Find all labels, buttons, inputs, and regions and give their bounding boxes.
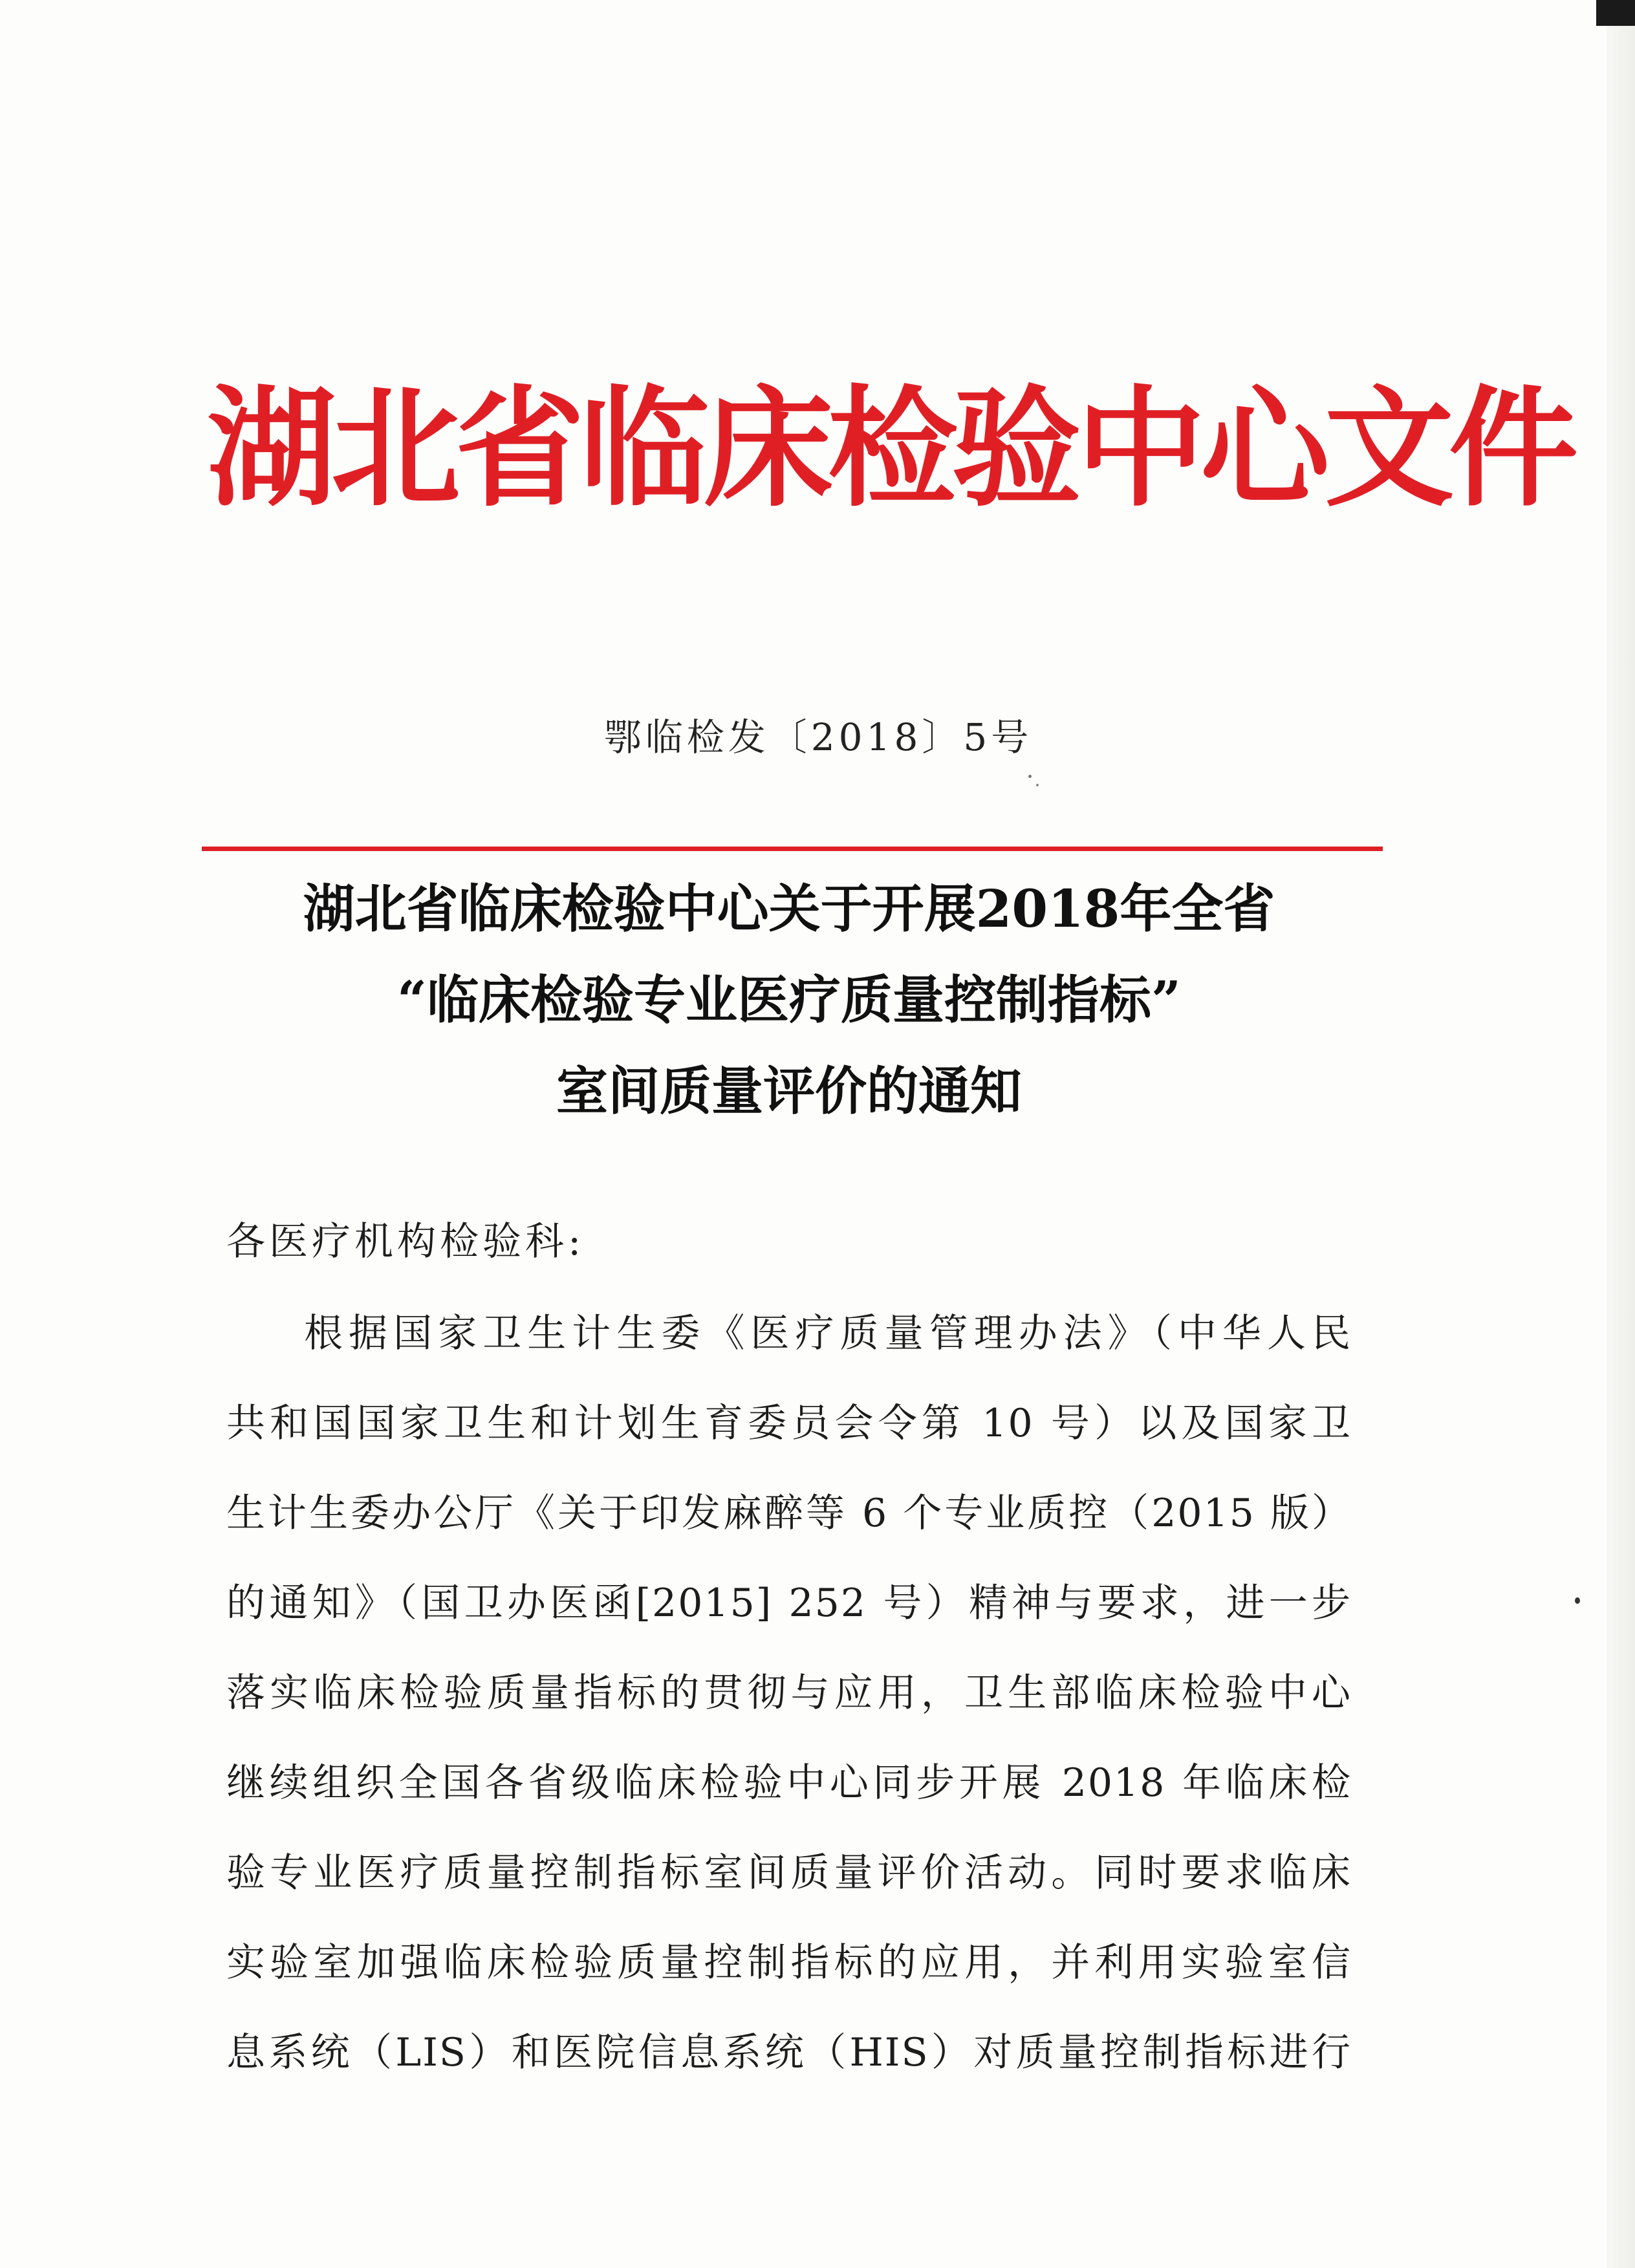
paragraph-line: 的通知》（国卫办医函[2015] 252 号）精神与要求，进一步 (226, 1581, 1352, 1626)
paragraph-line: 根据国家卫生计生委《医疗质量管理办法》（中华人民 (304, 1311, 1352, 1356)
paragraph-line: 共和国国家卫生和计划生育委员会令第 10 号）以及国家卫 (226, 1401, 1352, 1446)
scan-edge (1607, 0, 1635, 2268)
paragraph-line: 验专业医疗质量控制指标室间质量评价活动。同时要求临床 (226, 1850, 1352, 1895)
subject-line: 湖北省临床检验中心关于开展2018年全省 (303, 878, 1275, 939)
paragraph-line: 息系统（LIS）和医院信息系统（HIS）对质量控制指标进行 (226, 2030, 1352, 2075)
subject-line: “临床检验专业医疗质量控制指标” (396, 969, 1182, 1030)
paragraph-line: 生计生委办公厅《关于印发麻醉等 6 个专业质控（2015 版） (226, 1491, 1352, 1536)
salutation: 各医疗机构检验科: (226, 1219, 585, 1264)
notice-subject (194, 863, 1384, 1137)
paragraph-line: 继续组织全国各省级临床检验中心同步开展 2018 年临床检 (226, 1760, 1352, 1806)
scan-corner (1596, 0, 1635, 26)
red-divider-line (202, 847, 1383, 851)
body-paragraph (226, 1289, 1352, 2098)
scan-speck (1028, 775, 1032, 778)
scan-speck (1575, 1597, 1580, 1604)
subject-line: 室间质量评价的通知 (556, 1061, 1022, 1121)
scan-speck (1036, 784, 1039, 786)
paragraph-line: 落实临床检验质量指标的贯彻与应用，卫生部临床检验中心 (226, 1670, 1352, 1716)
document-header-title: 湖北省临床检验中心文件 (207, 374, 1574, 524)
paragraph-line: 实验室加强临床检验质量控制指标的应用，并利用实验室信 (226, 1940, 1352, 1985)
document-number: 鄂临检发〔2018〕5号 (603, 715, 1033, 759)
